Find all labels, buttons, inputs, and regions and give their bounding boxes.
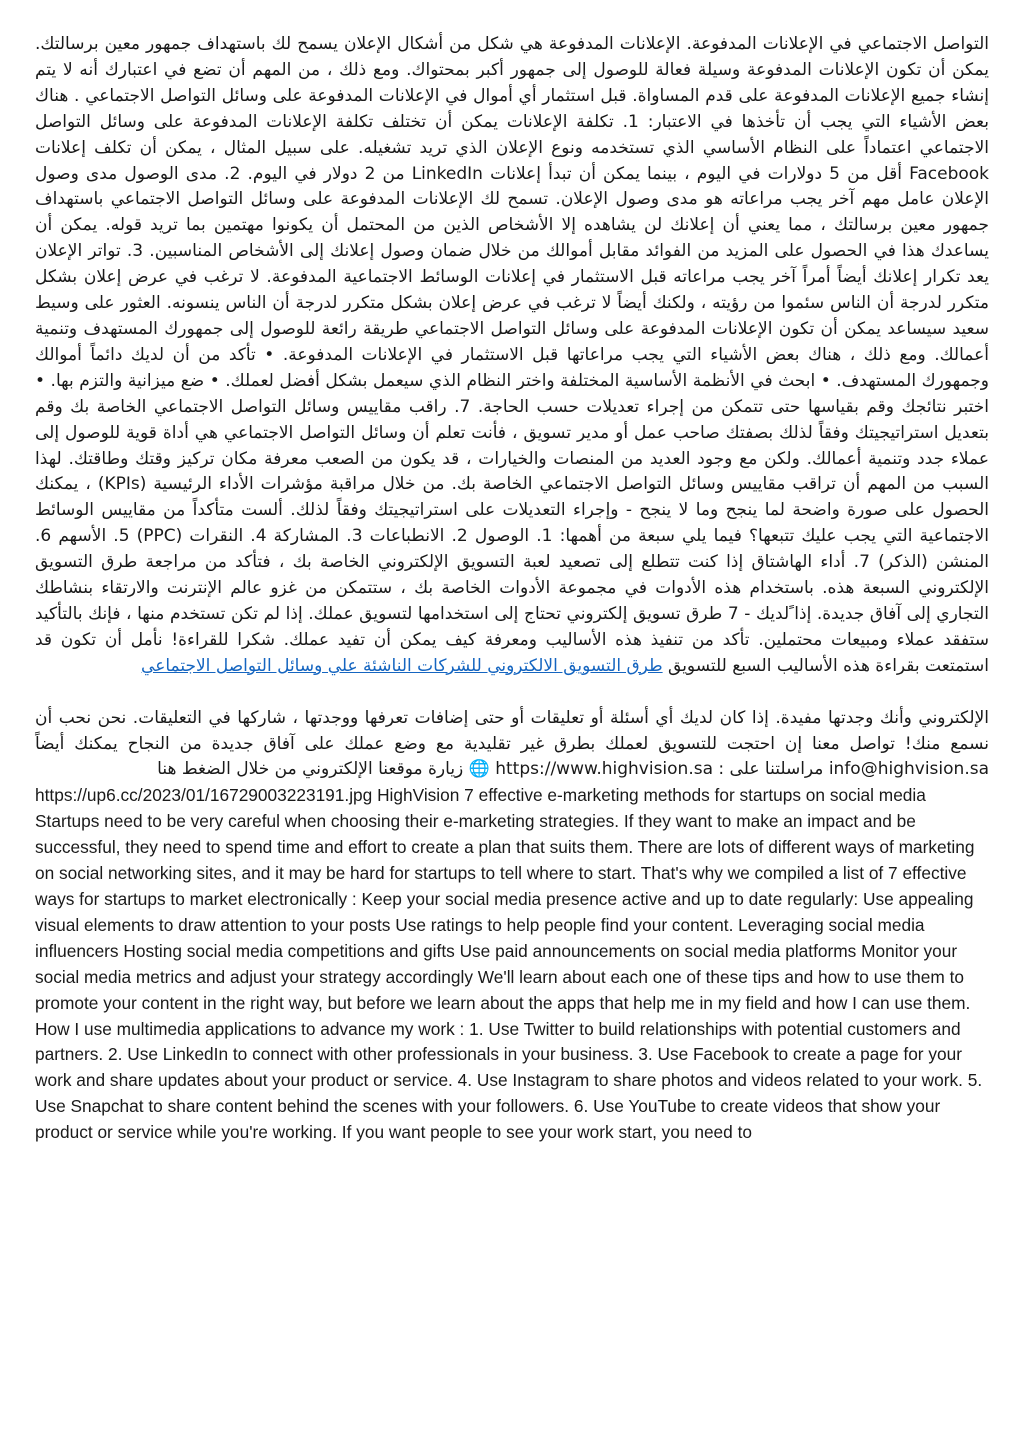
english-body-paragraph: https://up6.cc/2023/01/16729003223191.jpg HighVision 7 effective e-marketing methods for startups on social media Startups need to be very careful when choosing their e-marketing strategies. If they want to make an impact and be successful, they need to spend time and effort to create a plan that suits them. There are lots of different ways of marketing on social networking sites, and it may be hard for startups to tell where to start. That's why we compiled a list of 7 effective ways for startups to market electronically : Keep your social media presence active and up to date regularly: Use appealing visual elements to draw attention to your posts Use ratings to help people find your content. Leveraging social media influencers Hosting social media competitions and gifts Use paid announcements on social media platforms Monitor your social media metrics and adjust your strategy accordingly We'll learn about each one of these tips and how to use them to promote your content in the right way, but before we learn about the apps that help me in my field and how I can use them. How I use multimedia applications to advance my work : 1. Use Twitter to build relationships with potential customers and partners. 2. Use LinkedIn to connect with other professionals in your business. 3. Use Facebook to create a page for your work and share updates about your product or service. 4. Use Instagram to share photos and videos related to your work. 5. Use Snapchat to share content behind the scenes with your followers. 6. Use YouTube to create videos that show your product or service while you're working. If you want people to see your work start, you need to (35, 785, 983, 1143)
arabic-contact-paragraph: الإلكتروني وأنك وجدتها مفيدة. إذا كان لديك أي أسئلة أو تعليقات أو حتى إضافات تعرفها ووجدتها ، شاركها في التعليقات. نحن نحب أن نسمع منك! تواصل معنا إن احتجت للتسويق لعملك بطرق غير تقليدية مع وضع عملك على آفاق جديدة من النجاح يمكنك أيضاً info@highvision.sa مراسلتنا على : https://www.highvision.sa 🌐 زيارة موقعنا الإلكتروني من خلال الضغط هنا (35, 707, 989, 780)
arabic-body-paragraph (35, 32, 989, 680)
arabic-paragraph-text: التواصل الاجتماعي في الإعلانات المدفوعة. الإعلانات المدفوعة هي شكل من أشكال الإعلان يسمح لك باستهداف جمهور معين برسالتك. يمكن أن تكون الإعلانات المدفوعة وسيلة فعالة للوصول إلى جمهور أكبر بمحتواك. ومع ذلك ، من المهم أن تضع في اعتبارك أنه لا يتم إنشاء جميع الإعلانات المدفوعة على قدم المساواة. قبل استثمار أي أموال في الإعلانات المدفوعة على وسائل التواصل الاجتماعي . هناك بعض الأشياء التي يجب أن تأخذها في الاعتبار: 1. تكلفة الإعلانات يمكن أن تختلف تكلفة الإعلانات المدفوعة على وسائل التواصل الاجتماعي اعتماداً على النظام الأساسي الذي تستخدمه ونوع الإعلان الذي تريد تشغيله. على سبيل المثال ، يمكن أن تكلف إعلانات Facebook أقل من 5 دولارات في اليوم ، بينما يمكن أن تبدأ إعلانات LinkedIn من 2 دولار في اليوم. 2. مدى الوصول مدى وصول الإعلان عامل مهم آخر يجب مراعاته هو مدى وصول الإعلان. تسمح لك الإعلانات المدفوعة على وسائل التواصل الاجتماعي باستهداف جمهور معين برسالتك ، مما يعني أن إعلانك لن يشاهده إلا الأشخاص الذين من المحتمل أن يكونوا مهتمين بما تريد قوله. يمكن أن يساعدك هذا في الحصول على المزيد من الفوائد مقابل أموالك من خلال ضمان وصول إعلانك إلى الأشخاص المناسبين. 3. تواتر الإعلان يعد تكرار إعلانك أيضاً أمراً آخر يجب مراعاته قبل الاستثمار في إعلانات الوسائط الاجتماعية المدفوعة. لا ترغب في عرض إعلان بشكل متكرر لدرجة أن الناس سئموا من رؤيته ، ولكنك أيضاً لا ترغب في عرض إعلان بشكل متكرر لدرجة أن الناس ينسونه. العثور على وسيط سعيد سيساعد يمكن أن تكون الإعلانات المدفوعة على وسائل التواصل الاجتماعي طريقة رائعة للوصول إلى جمهورك المستهدف وتنمية أعمالك. ومع ذلك ، هناك بعض الأشياء التي يجب مراعاتها قبل الاستثمار في الإعلانات المدفوعة. • تأكد من أن لديك دائماً أموالك وجمهورك المستهدف. • ابحث في الأنظمة الأساسية المختلفة واختر النظام الذي سيعمل بشكل أفضل لعملك. • ضع ميزانية والتزم بها. • اختبر نتائجك وقم بقياسها حتى تتمكن من إجراء تعديلات حسب الحاجة. 7. راقب مقاييس وسائل التواصل الاجتماعي الخاصة بك وقم بتعديل استراتيجيتك وفقاً لذلك بصفتك صاحب عمل أو مدير تسويق ، فأنت تعلم أن وسائل التواصل الاجتماعي هي أداة قوية للوصول إلى عملاء جدد وتنمية أعمالك. ولكن مع وجود العديد من المنصات والخيارات ، قد يكون من الصعب معرفة مكان تركيز وقتك وطاقتك. لهذا السبب من المهم أن تراقب مقاييس وسائل التواصل الاجتماعي الخاصة بك. من خلال مراقبة مؤشرات الأداء الرئيسية (KPIs) ، يمكنك الحصول على صورة واضحة لما ينجح وما لا ينجح - وإجراء التعديلات على استراتيجيتك وفقاً لذلك. ألست متأكداً من مقاييس الوسائط الاجتماعية التي يجب عليك تتبعها؟ فيما يلي سبعة من أهمها: 1. الوصول 2. الانطباعات 3. المشاركة 4. النقرات (PPC) 5. الأسهم 6. المنشن (الذكر) 7. أداء الهاشتاق إذا كنت تتطلع إلى تصعيد لعبة التسويق الإلكتروني الخاصة بك ، فتأكد من مراجعة طرق التسويق الإلكتروني السبعة هذه. باستخدام هذه الأدوات في مجموعة الأدوات الخاصة بك ، ستتمكن من غزو عالم الإنترنت والارتقاء بنشاطك التجاري إلى آفاق جديدة. إذا ًلديك - 7 طرق تسويق إلكتروني تحتاج إلى استخدامها لتسويق عملك. إذا لم تكن تستخدم منها ، فإنك بالتأكيد ستفقد عملاء ومبيعات محتملين. تأكد من تنفيذ هذه الأساليب ومعرفة كيف يمكن أن تفيد عملك. شكرا للقراءة! نأمل أن تكون قد استمتعت بقراءة هذه الأساليب السبع للتسويق (35, 34, 990, 676)
article-link[interactable]: طرق التسويق الالكتروني للشركات الناشئة علي وسائل التواصل الاجتماعي (141, 655, 663, 676)
